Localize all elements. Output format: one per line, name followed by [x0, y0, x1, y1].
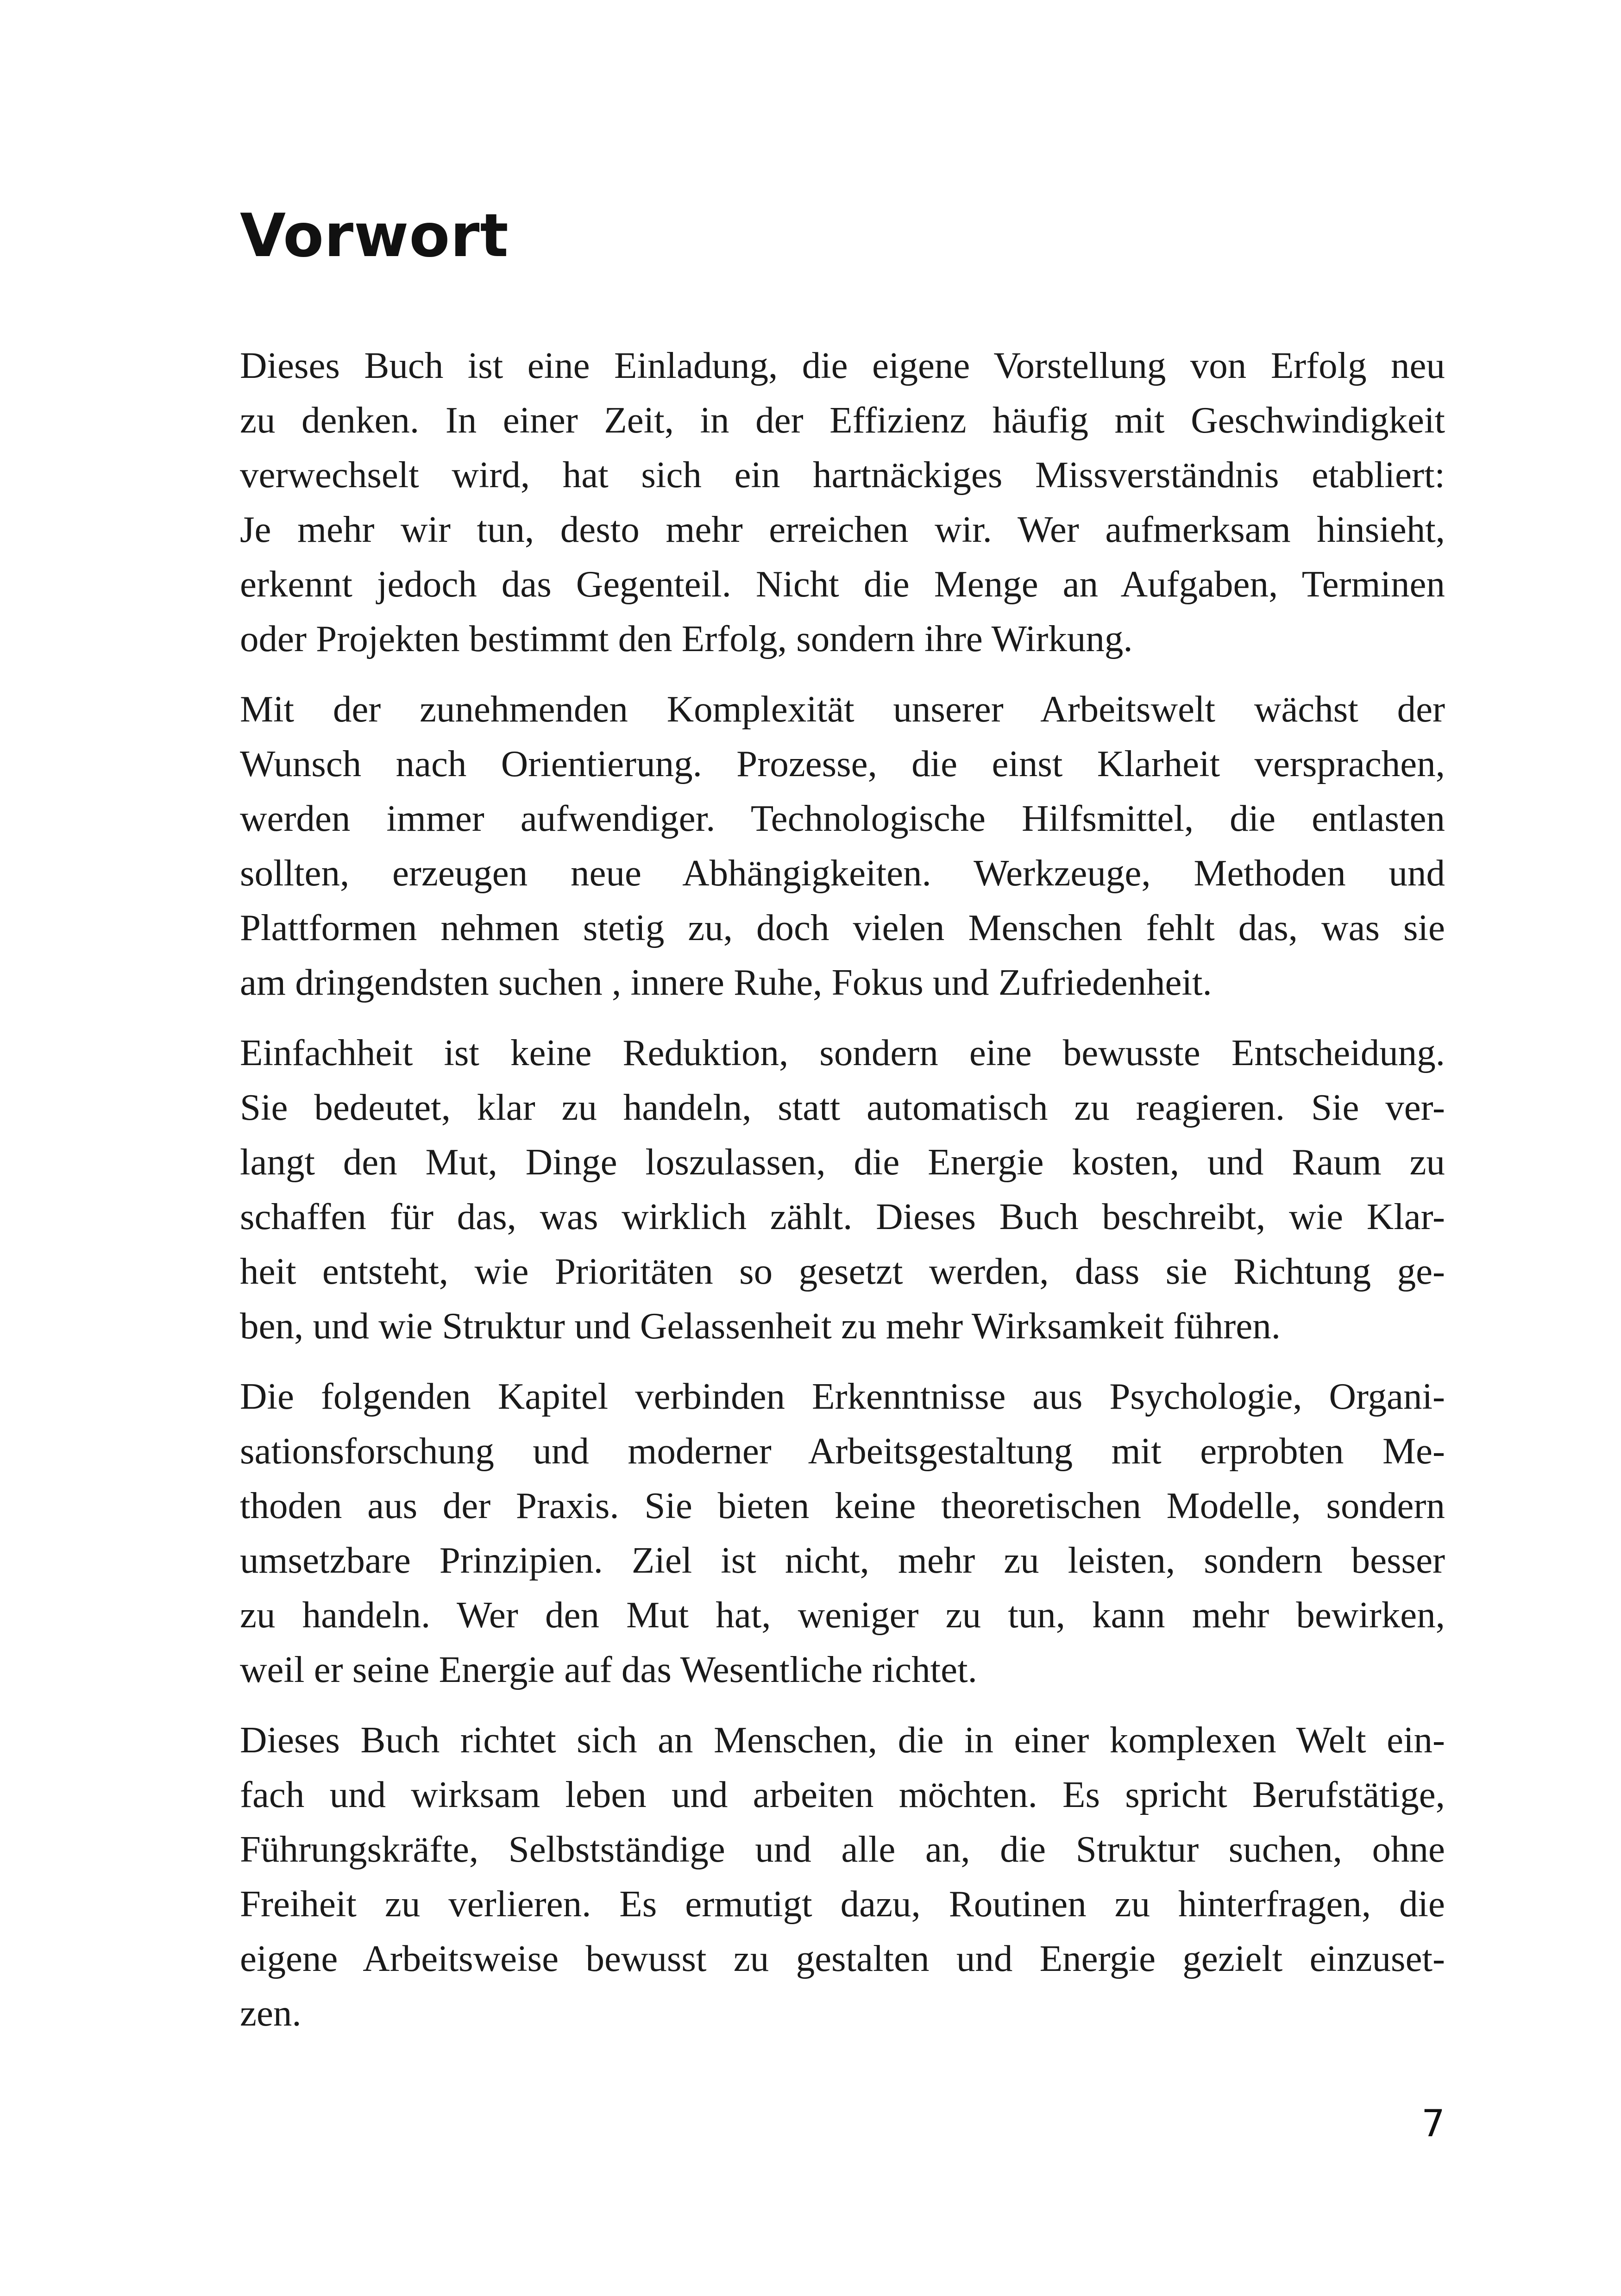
text-line: am dringendsten suchen , innere Ruhe, Fokus und Zufriedenheit.: [240, 961, 1212, 1003]
text-line: zu denken. In einer Zeit, in der Effizienz häufig mit Geschwindigkeit: [240, 399, 1445, 441]
paragraph-1: [240, 338, 1445, 666]
text-line: erkennt jedoch das Gegenteil. Nicht die Menge an Aufgaben, Terminen: [240, 563, 1445, 605]
text-line: zu handeln. Wer den Mut hat, weniger zu tun, kann mehr bewirken,: [240, 1594, 1445, 1636]
text-line: thoden aus der Praxis. Sie bieten keine theoretischen Modelle, sondern: [240, 1485, 1445, 1526]
text-line: Einfachheit ist keine Reduktion, sondern eine bewusste Entscheidung.: [240, 1032, 1445, 1073]
text-line: Freiheit zu verlieren. Es ermutigt dazu, Routinen zu hinterfragen, die: [240, 1883, 1445, 1925]
text-line: ben, und wie Struktur und Gelassenheit zu mehr Wirksamkeit führen.: [240, 1305, 1281, 1347]
text-line: Dieses Buch ist eine Einladung, die eigene Vorstellung von Erfolg neu: [240, 345, 1445, 386]
paragraph-5: [240, 1713, 1445, 2040]
text-line: weil er seine Energie auf das Wesentliche richtet.: [240, 1649, 977, 1690]
paragraph-2: [240, 682, 1445, 1010]
text-line: sollten, erzeugen neue Abhängigkeiten. Werkzeuge, Methoden und: [240, 852, 1445, 894]
text-line: langt den Mut, Dinge loszulassen, die Energie kosten, und Raum zu: [240, 1141, 1445, 1183]
text-line: Die folgenden Kapitel verbinden Erkenntnisse aus Psychologie, Organi-: [240, 1375, 1445, 1417]
paragraph-4: [240, 1369, 1445, 1697]
text-line: eigene Arbeitsweise bewusst zu gestalten und Energie gezielt einzuset-: [240, 1938, 1445, 1979]
text-line: Wunsch nach Orientierung. Prozesse, die einst Klarheit versprachen,: [240, 743, 1445, 784]
text-line: Mit der zunehmenden Komplexität unserer Arbeitswelt wächst der: [240, 688, 1445, 730]
page-number: 7: [1421, 2102, 1445, 2145]
text-line: schaffen für das, was wirklich zählt. Dieses Buch beschreibt, wie Klar-: [240, 1196, 1445, 1237]
text-line: sationsforschung und moderner Arbeitsgestaltung mit erprobten Me-: [240, 1430, 1445, 1472]
text-line: zen.: [240, 1992, 302, 2034]
text-line: heit entsteht, wie Prioritäten so gesetzt werden, dass sie Richtung ge-: [240, 1250, 1445, 1292]
text-line: fach und wirksam leben und arbeiten möchten. Es spricht Berufstätige,: [240, 1774, 1445, 1815]
text-line: oder Projekten bestimmt den Erfolg, sondern ihre Wirkung.: [240, 618, 1133, 659]
paragraph-3: [240, 1025, 1445, 1353]
text-line: Plattformen nehmen stetig zu, doch vielen Menschen fehlt das, was sie: [240, 907, 1445, 948]
chapter-heading: Vorwort: [240, 201, 509, 270]
text-line: Je mehr wir tun, desto mehr erreichen wir. Wer aufmerksam hinsieht,: [240, 508, 1445, 550]
text-line: Dieses Buch richtet sich an Menschen, die in einer komplexen Welt ein-: [240, 1719, 1445, 1761]
text-line: Führungskräfte, Selbstständige und alle an, die Struktur suchen, ohne: [240, 1828, 1445, 1870]
text-line: verwechselt wird, hat sich ein hartnäckiges Missverständnis etabliert:: [240, 454, 1445, 496]
text-line: Sie bedeutet, klar zu handeln, statt automatisch zu reagieren. Sie ver-: [240, 1086, 1445, 1128]
body-text: [240, 338, 1445, 2056]
text-line: umsetzbare Prinzipien. Ziel ist nicht, mehr zu leisten, sondern besser: [240, 1539, 1445, 1581]
text-line: werden immer aufwendiger. Technologische Hilfsmittel, die entlasten: [240, 797, 1445, 839]
